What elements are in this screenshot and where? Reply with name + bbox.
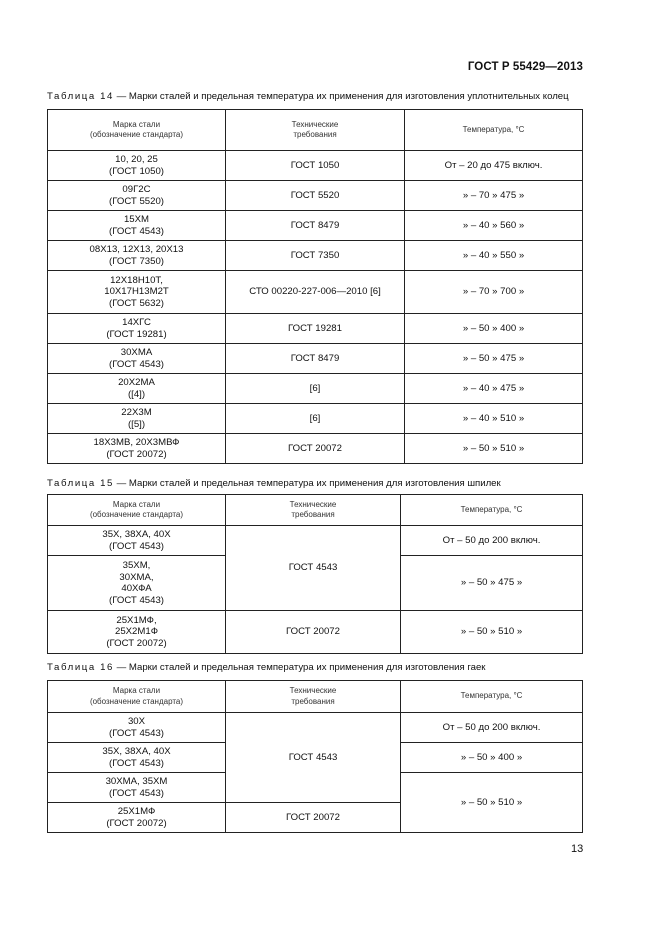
- column-header-requirements: Технические требования: [226, 495, 401, 526]
- temperature-cell: » – 50 » 400 »: [405, 314, 583, 344]
- temperature-cell: » – 70 » 700 »: [405, 271, 583, 314]
- document-standard-number: ГОСТ Р 55429—2013: [467, 61, 583, 73]
- temperature-cell: » – 50 » 510 »: [405, 434, 583, 464]
- table-16-caption: [47, 662, 486, 673]
- table-header-row: [48, 681, 583, 713]
- column-header-temperature: Температура, °С: [401, 495, 583, 526]
- temperature-cell: » – 50 » 510 »: [401, 773, 583, 833]
- temperature-cell: » – 50 » 510 »: [401, 611, 583, 654]
- requirements-cell: ГОСТ 4543: [226, 713, 401, 803]
- table-15: [47, 494, 583, 654]
- steel-grade-cell: 30ХМА (ГОСТ 4543): [48, 344, 226, 374]
- temperature-cell: » – 50 » 400 »: [401, 743, 583, 773]
- table-15-number: Таблица 15: [47, 478, 114, 489]
- column-header-requirements: Технические требования: [226, 681, 401, 713]
- steel-grade-cell: 22Х3М ([5]): [48, 404, 226, 434]
- requirements-cell: ГОСТ 8479: [226, 211, 405, 241]
- requirements-cell: ГОСТ 20072: [226, 434, 405, 464]
- temperature-cell: » – 40 » 560 »: [405, 211, 583, 241]
- column-header-steel-grade: Марка стали (обозначение стандарта): [48, 110, 226, 151]
- column-header-requirements: Технические требования: [226, 110, 405, 151]
- column-header-steel-grade: Марка стали (обозначение стандарта): [48, 495, 226, 526]
- steel-grade-cell: 09Г2С (ГОСТ 5520): [48, 181, 226, 211]
- table-row: [48, 434, 583, 464]
- table-row: [48, 271, 583, 314]
- table-row: [48, 404, 583, 434]
- page-number: 13: [571, 843, 584, 855]
- temperature-cell: » – 40 » 475 »: [405, 374, 583, 404]
- requirements-cell: ГОСТ 1050: [226, 151, 405, 181]
- steel-grade-cell: 35Х, 38ХА, 40Х (ГОСТ 4543): [48, 526, 226, 556]
- table-16: [47, 680, 583, 833]
- table-15-title: — Марки сталей и предельная температура их применения для изготовления шпилек: [113, 478, 501, 489]
- requirements-cell: ГОСТ 20072: [226, 611, 401, 654]
- table-row: [48, 374, 583, 404]
- table-row: [48, 241, 583, 271]
- table-header-row: [48, 110, 583, 151]
- column-header-temperature: Температура, °С: [405, 110, 583, 151]
- steel-grade-cell: 30Х (ГОСТ 4543): [48, 713, 226, 743]
- temperature-cell: » – 70 » 475 »: [405, 181, 583, 211]
- steel-grade-cell: 12Х18Н10Т, 10Х17Н13М2Т (ГОСТ 5632): [48, 271, 226, 314]
- column-header-steel-grade: Марка стали (обозначение стандарта): [48, 681, 226, 713]
- table-row: [48, 713, 583, 743]
- steel-grade-cell: 30ХМА, 35ХМ (ГОСТ 4543): [48, 773, 226, 803]
- requirements-cell: ГОСТ 20072: [226, 803, 401, 833]
- table-row: [48, 526, 583, 556]
- steel-grade-cell: 35ХМ, 30ХМА, 40ХФА (ГОСТ 4543): [48, 556, 226, 611]
- table-row: [48, 181, 583, 211]
- requirements-cell: ГОСТ 4543: [226, 526, 401, 611]
- table-14-caption: [47, 91, 569, 102]
- temperature-cell: » – 40 » 510 »: [405, 404, 583, 434]
- steel-grade-cell: 20Х2МА ([4]): [48, 374, 226, 404]
- table-header-row: [48, 495, 583, 526]
- steel-grade-cell: 25Х1МФ, 25Х2М1Ф (ГОСТ 20072): [48, 611, 226, 654]
- table-row: [48, 314, 583, 344]
- requirements-cell: ГОСТ 19281: [226, 314, 405, 344]
- temperature-cell: От – 50 до 200 включ.: [401, 713, 583, 743]
- steel-grade-cell: 35Х, 38ХА, 40Х (ГОСТ 4543): [48, 743, 226, 773]
- requirements-cell: ГОСТ 5520: [226, 181, 405, 211]
- requirements-cell: СТО 00220-227-006—2010 [6]: [226, 271, 405, 314]
- requirements-cell: ГОСТ 7350: [226, 241, 405, 271]
- requirements-cell: ГОСТ 8479: [226, 344, 405, 374]
- steel-grade-cell: 10, 20, 25 (ГОСТ 1050): [48, 151, 226, 181]
- table-16-number: Таблица 16: [47, 662, 114, 673]
- steel-grade-cell: 25Х1МФ (ГОСТ 20072): [48, 803, 226, 833]
- requirements-cell: [6]: [226, 374, 405, 404]
- requirements-cell: [6]: [226, 404, 405, 434]
- temperature-cell: » – 50 » 475 »: [405, 344, 583, 374]
- table-row: [48, 611, 583, 654]
- table-row: [48, 344, 583, 374]
- table-14-title: — Марки сталей и предельная температура их применения для изготовления уплотнительных колец: [113, 91, 569, 102]
- table-row: [48, 151, 583, 181]
- steel-grade-cell: 15ХМ (ГОСТ 4543): [48, 211, 226, 241]
- table-14: [47, 109, 583, 464]
- table-15-caption: [47, 478, 501, 489]
- temperature-cell: От – 50 до 200 включ.: [401, 526, 583, 556]
- temperature-cell: От – 20 до 475 включ.: [405, 151, 583, 181]
- table-16-title: — Марки сталей и предельная температура их применения для изготовления гаек: [113, 662, 486, 673]
- steel-grade-cell: 08Х13, 12Х13, 20Х13 (ГОСТ 7350): [48, 241, 226, 271]
- steel-grade-cell: 14ХГС (ГОСТ 19281): [48, 314, 226, 344]
- table-14-number: Таблица 14: [47, 91, 114, 102]
- temperature-cell: » – 40 » 550 »: [405, 241, 583, 271]
- temperature-cell: » – 50 » 475 »: [401, 556, 583, 611]
- column-header-temperature: Температура, °С: [401, 681, 583, 713]
- table-row: [48, 211, 583, 241]
- steel-grade-cell: 18Х3МВ, 20Х3МВФ (ГОСТ 20072): [48, 434, 226, 464]
